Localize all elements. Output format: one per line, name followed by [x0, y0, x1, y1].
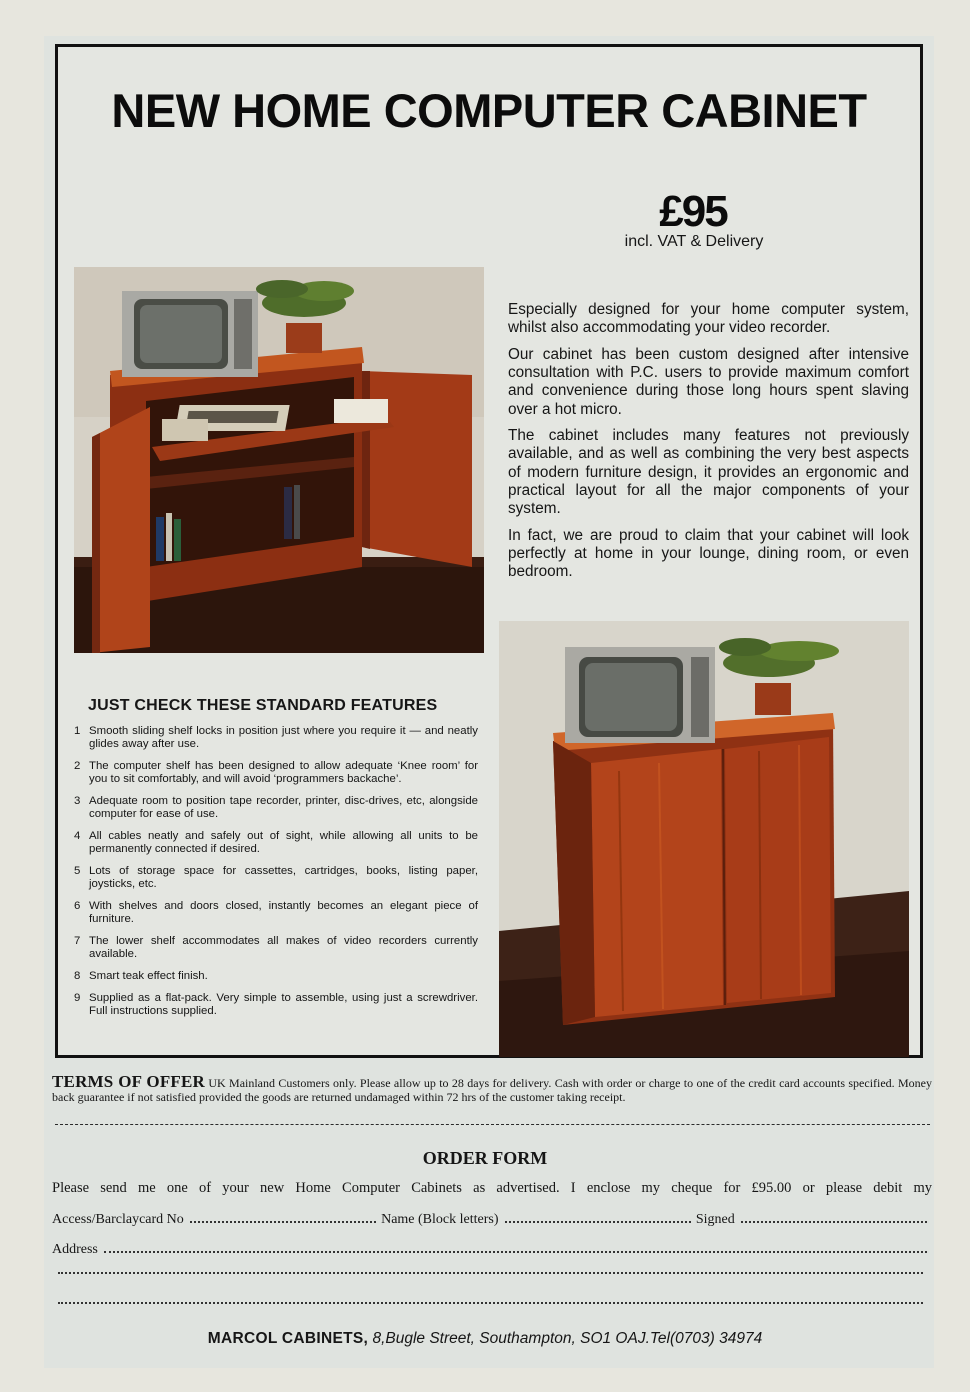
address-row	[52, 1242, 932, 1258]
features-heading: JUST CHECK THESE STANDARD FEATURES	[88, 697, 438, 714]
feature-item	[74, 760, 478, 786]
address-row-2	[52, 1272, 928, 1276]
price-note: incl. VAT & Delivery	[624, 233, 764, 250]
feature-item	[74, 992, 478, 1018]
name-label: Name (Block letters)	[381, 1212, 499, 1227]
company-address: 8,Bugle Street, Southampton, SO1 OAJ.Tel(0703) 34974	[372, 1330, 763, 1347]
address-row-3	[52, 1302, 928, 1306]
name-field[interactable]	[505, 1221, 691, 1223]
feature-number: 4	[74, 830, 81, 842]
feature-number: 1	[74, 725, 81, 737]
address-label: Address	[52, 1242, 98, 1257]
feature-item	[74, 830, 478, 856]
feature-list	[74, 725, 478, 1018]
headline: NEW HOME COMPUTER CABINET	[111, 84, 867, 137]
address-field-line-3[interactable]	[58, 1302, 923, 1304]
card-number-field[interactable]	[190, 1221, 376, 1223]
company-name: MARCOL CABINETS,	[207, 1330, 369, 1347]
card-number-label: Access/Barclaycard No	[52, 1212, 184, 1227]
intro-paragraph: Our cabinet has been custom designed after intensive consultation with P.C. users to provide maximum comfort and convenience during those long hours spent slaving over a hot micro.	[508, 345, 909, 418]
cut-line	[55, 1124, 930, 1125]
feature-number: 7	[74, 935, 81, 947]
feature-text: Adequate room to position tape recorder, printer, disc-drives, etc, alongside computer for ease of use.	[89, 795, 478, 820]
closed-cabinet-photo	[499, 621, 909, 1057]
feature-text: Smooth sliding shelf locks in position just where you require it — and neatly glides away after use.	[89, 725, 478, 750]
order-form-text: Please send me one of your new Home Computer Cabinets as advertised. I enclose my cheque for £95.00 or please debit my	[52, 1180, 932, 1196]
feature-item	[74, 795, 478, 821]
feature-number: 6	[74, 900, 81, 912]
feature-text: Smart teak effect finish.	[89, 970, 208, 982]
feature-number: 9	[74, 992, 81, 1004]
feature-item	[74, 970, 478, 983]
feature-number: 5	[74, 865, 81, 877]
feature-text: The lower shelf accommodates all makes of video recorders currently available.	[89, 935, 478, 960]
terms-title: TERMS OF OFFER	[52, 1072, 206, 1091]
terms-of-offer	[52, 1072, 933, 1104]
payment-row	[52, 1212, 932, 1228]
intro-paragraph: Especially designed for your home computer system, whilst also accommodating your video recorder.	[508, 301, 909, 337]
company-footer	[0, 1330, 970, 1348]
price: £95	[659, 187, 727, 236]
address-field-line-2[interactable]	[58, 1272, 923, 1274]
feature-text: All cables neatly and safely out of sight, while allowing all units to be permanently connected if desired.	[89, 830, 478, 855]
open-cabinet-photo	[74, 267, 484, 653]
signed-label: Signed	[695, 1212, 735, 1227]
feature-number: 3	[74, 795, 81, 807]
features-section	[74, 697, 478, 1027]
intro-paragraph: In fact, we are proud to claim that your cabinet will look perfectly at home in your lounge, dining room, or even bedroom.	[508, 526, 909, 581]
signature-field[interactable]	[741, 1221, 927, 1223]
feature-number: 8	[74, 970, 81, 982]
feature-item	[74, 865, 478, 891]
address-field-line-1[interactable]	[104, 1251, 927, 1253]
feature-text: Supplied as a flat-pack. Very simple to assemble, using just a screwdriver. Full instructions supplied.	[89, 992, 478, 1017]
intro-paragraph: The cabinet includes many features not previously available, and as well as combining the very best aspects of modern furniture design, it provides an ergonomic and practical layout for all the major components of your system.	[508, 427, 909, 518]
feature-item	[74, 725, 478, 751]
feature-text: With shelves and doors closed, instantly becomes an elegant piece of furniture.	[89, 900, 478, 925]
feature-text: Lots of storage space for cassettes, cartridges, books, listing paper, joysticks, etc.	[89, 865, 478, 890]
feature-number: 2	[74, 760, 81, 772]
feature-item	[74, 900, 478, 926]
feature-text: The computer shelf has been designed to allow adequate ‘Knee room’ for you to sit comfortably, and will avoid ‘programmers backache’.	[89, 760, 478, 785]
terms-text: UK Mainland Customers only. Please allow up to 28 days for delivery. Cash with order or charge to one of the credit card accounts specified. Money back guarantee if not satisfied provided the goods are returned undamaged within 72 hrs of the customer taking receipt.	[52, 1076, 933, 1104]
feature-item	[74, 935, 478, 961]
advertisement-panel	[55, 44, 923, 1058]
order-form-title: ORDER FORM	[422, 1148, 548, 1168]
intro-text	[508, 301, 909, 590]
